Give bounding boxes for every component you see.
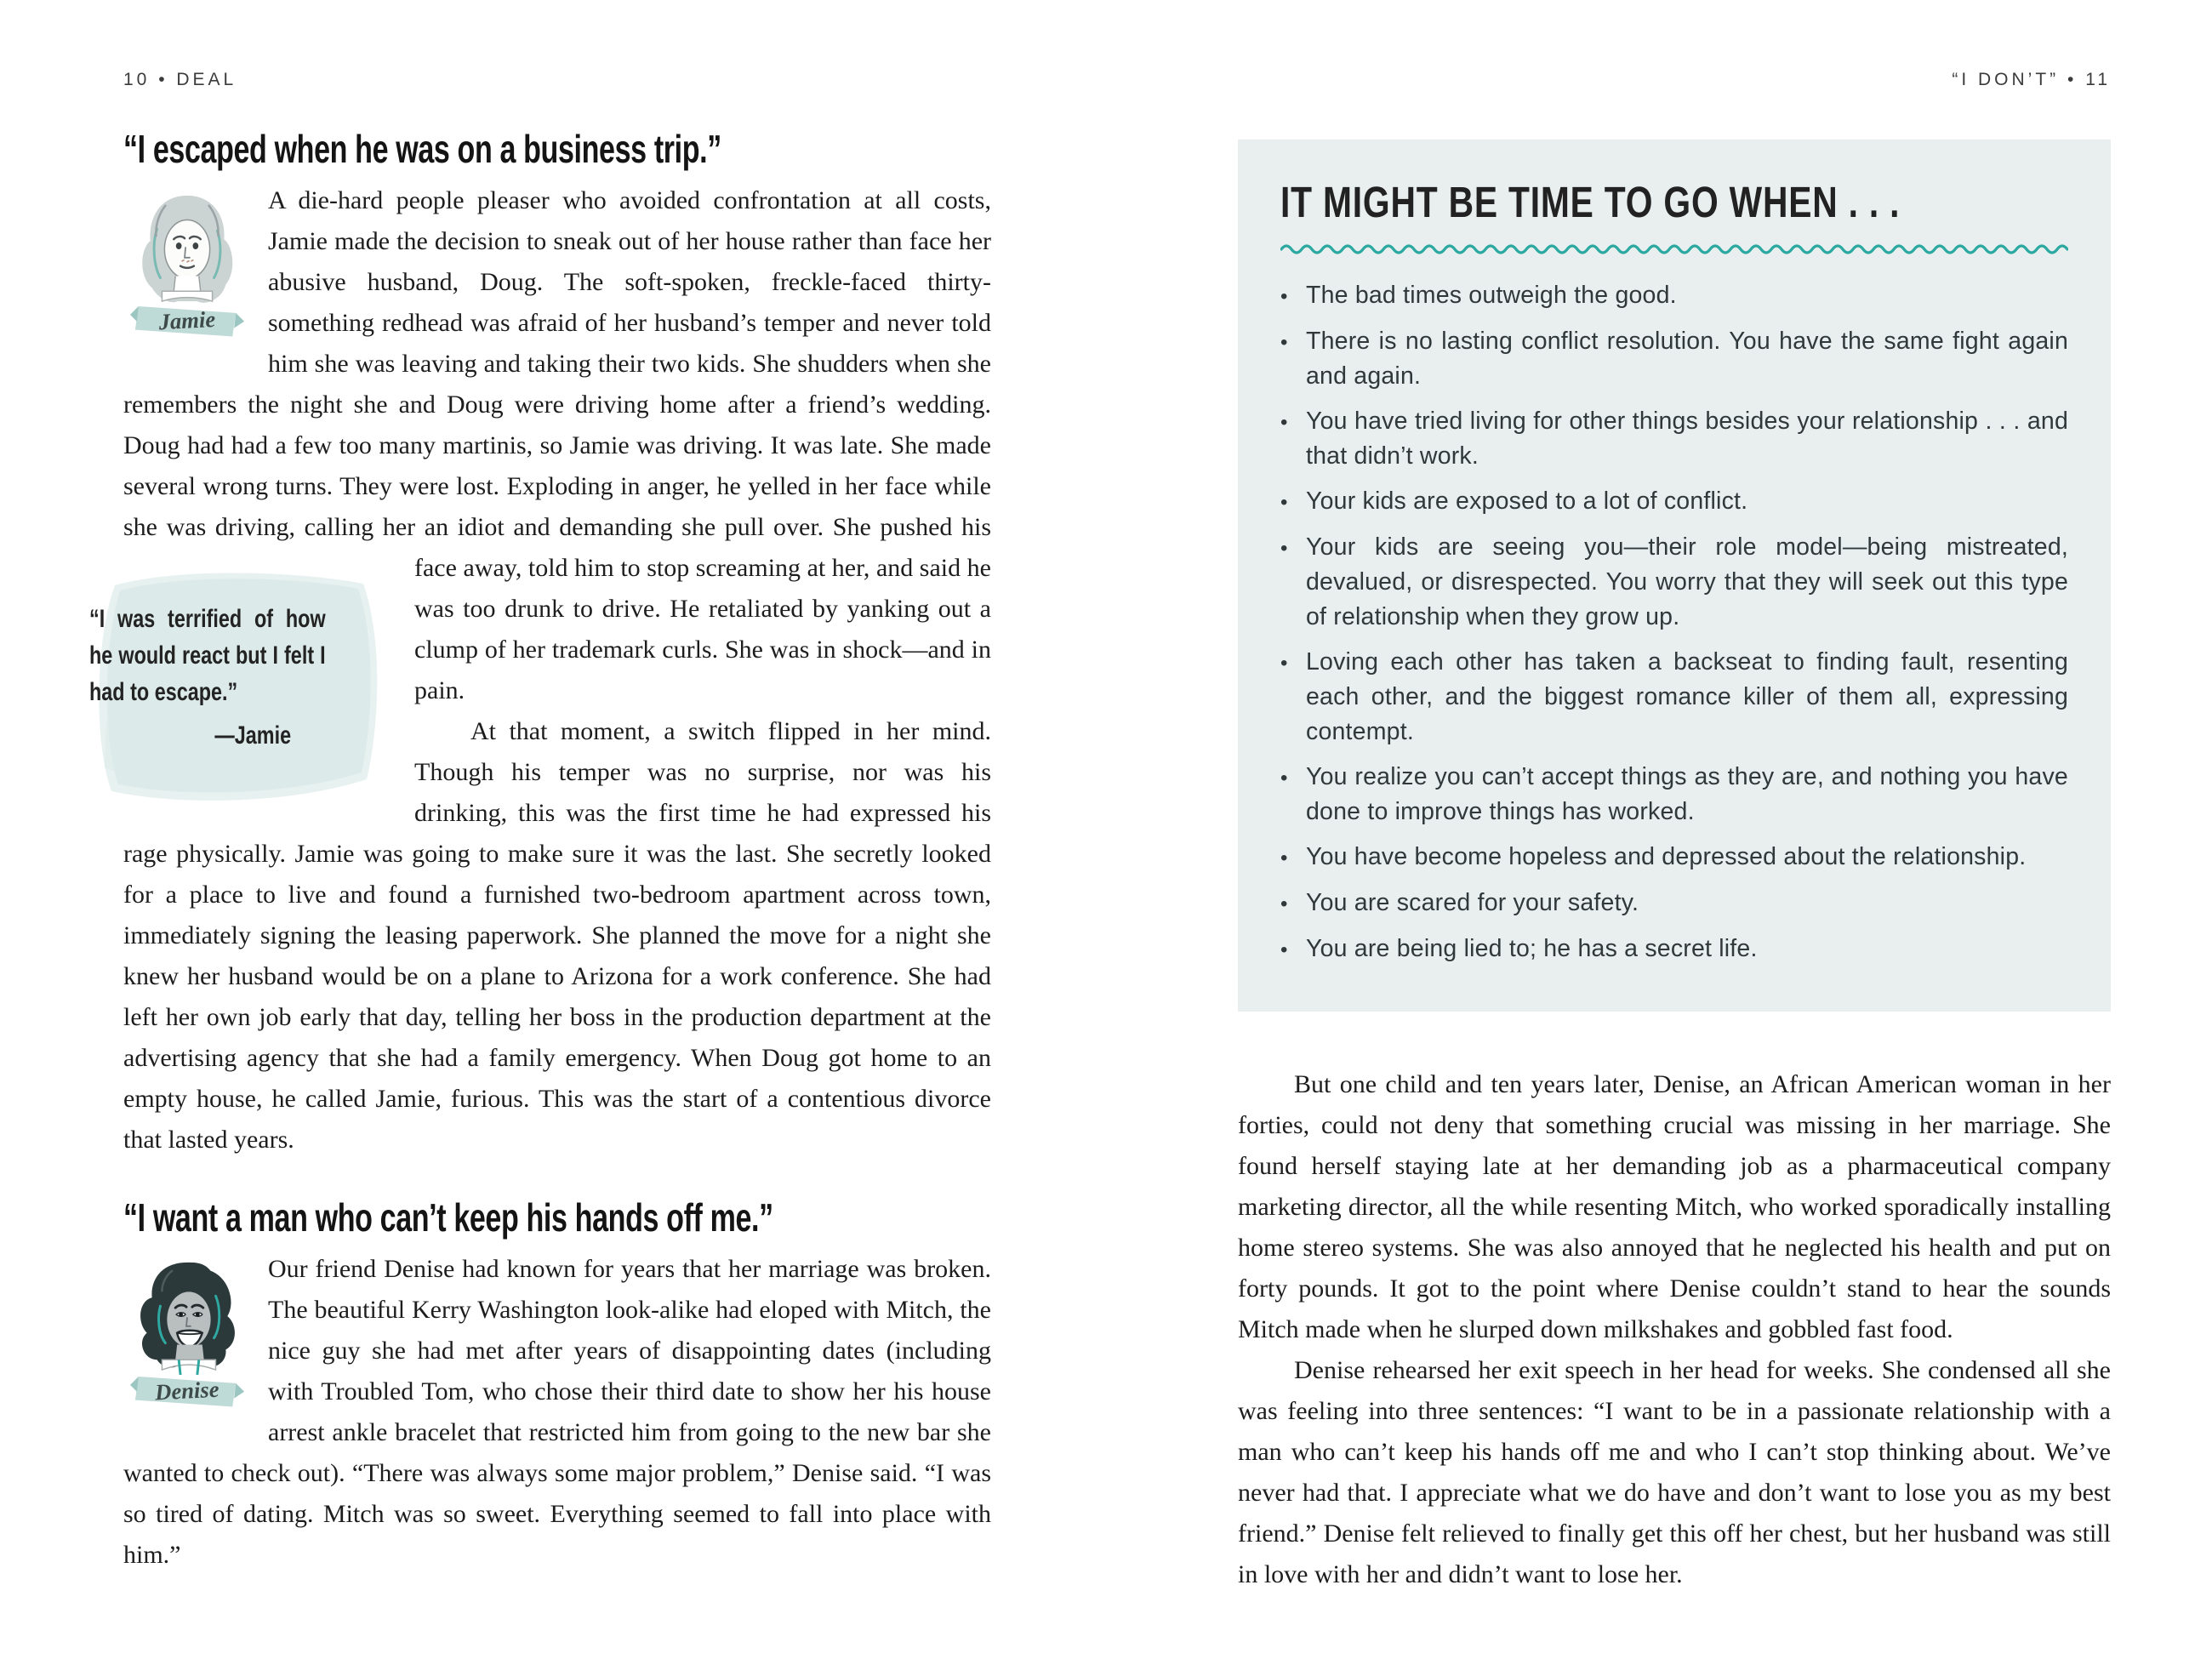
pullquote-text: “I was terrified of how he would react but I felt I had to escape.” — [89, 605, 326, 706]
denise-paragraph-text: Our friend Denise had known for years that her marriage was broken. The beautiful Kerry Washington look-alike had eloped with Mitch, the nice guy she had met after years of disappointing dates (including with Troubled Tom, who chose their third date to show her his house arrest ankle bracelet that restricted him from going to the new bar she wanted to check out). “There was always some major problem,” Denise said. “I was so tired of dating. Mitch was so sweet. Everything seemed to fall into place with him.” — [123, 1255, 991, 1569]
pullquote-block — [89, 560, 385, 815]
pullquote-attribution: —Jamie — [214, 721, 292, 750]
callout-bullet-text: You are being lied to; he has a secret life. — [1306, 935, 1758, 962]
time-to-go-callout-box — [1238, 140, 2111, 1012]
book-page-left — [89, 0, 991, 1659]
callout-bullet-item — [1280, 840, 2068, 875]
callout-bullet-text: Loving each other has taken a backseat to finding fault, resenting each other, and the biggest romance killer of them all, expressing contempt. — [1306, 648, 2068, 745]
bullet-dot-icon: • — [1280, 847, 1288, 869]
denise-avatar-illustration — [128, 1257, 246, 1410]
callout-bullet-text: Your kids are seeing you—their role model—being mistreated, devalued, or disrespected. You worry that they will seek out this type of relationship when they grow up. — [1306, 533, 2068, 630]
callout-bullet-item — [1280, 278, 2068, 314]
jamie-story-paragraph-2: At that moment, a switch flipped in her mind. Though his temper was no surprise, nor was his drinking, this was the first time he had expressed his rage physically. Jamie was going to make sure it was the last. She secretly looked for a place to live and found a furnished two-bedroom apartment across town, immediately signing the leasing paperwork. She planned the move for a night she knew her husband would be on a plane to Arizona for a work conference. She had left her own job early that day, telling her boss in the production department at the advertising agency that she had a family emergency. When Doug got home to an empty house, he called Jamie, furious. This was the start of a contentious divorce that lasted years. — [123, 717, 991, 1154]
bullet-dot-icon: • — [1280, 285, 1288, 308]
jamie-story-paragraph — [89, 180, 991, 750]
callout-bullet-text: The bad times outweigh the good. — [1306, 282, 1677, 309]
bullet-dot-icon: • — [1280, 491, 1288, 514]
bullet-dot-icon: • — [1280, 537, 1288, 560]
callout-bullet-text: There is no lasting conflict resolution. You have the same fight again and again. — [1306, 328, 2068, 390]
jamie-ribbon-name: Jamie — [157, 305, 216, 335]
callout-bullet-item — [1280, 404, 2068, 474]
bullet-dot-icon: • — [1280, 892, 1288, 915]
jamie-paragraph-part1: A die-hard people pleaser who avoided confrontation at all costs, Jamie made the decision to sneak out of her house rather than face her abusive husband, Doug. The soft-spoken, freckle-faced thirty-something redhead was afraid of her husband’s temper and never told him she was leaving and taking their two kids. She shudders when she remembers the night she and Doug were driving home after a friend’s wedding. Doug had had a few too many martinis, so Jamie was driving. It was late. She made several wrong turns. They were lost. Exploding in anger, he yelled in her face while she was driving, calling her an idiot and demanding she pull over. She — [123, 186, 991, 541]
callout-bullet-text: You realize you can’t accept things as they are, and nothing you have done to improve things has worked. — [1306, 763, 2068, 825]
running-head-left: 10 • DEAL — [123, 70, 237, 89]
running-head-right: “I DON’T” • 11 — [1952, 70, 2111, 89]
callout-bullet-item — [1280, 530, 2068, 635]
callout-bullet-item — [1280, 886, 2068, 921]
callout-bullet-item — [1280, 760, 2068, 830]
callout-title: IT MIGHT BE TIME TO GO WHEN . . . — [1280, 178, 1901, 226]
callout-bullet-item — [1280, 932, 2068, 967]
callout-bullet-text: Your kids are exposed to a lot of conflict. — [1306, 487, 1748, 515]
callout-bullet-text: You have tried living for other things besides your relationship . . . and that didn’t work. — [1306, 408, 2068, 470]
bullet-dot-icon: • — [1280, 767, 1288, 790]
section-heading-escaped: “I escaped when he was on a business trip.” — [123, 127, 721, 171]
denise-later-paragraph: But one child and ten years later, Denise, an African American woman in her forties, could not deny that something crucial was missing in her marriage. She found herself staying late at her demanding job as a pharmaceutical company marketing director, all the while resenting Mitch, who worked sporadically installing home stereo systems. She was also annoyed that he neglected his health and put on forty pounds. It got to the point where Denise couldn’t stand to hear the sounds Mitch made when he slurped down milkshakes and gobbled fast food. — [1238, 1070, 2111, 1343]
bullet-dot-icon: • — [1280, 411, 1288, 434]
callout-bullet-list — [1280, 278, 2068, 967]
wavy-divider — [1280, 241, 2068, 254]
jamie-paragraph-part2: pushed his face away, told him to stop screaming at her, and said he was too drunk to drive. He retaliated by yanking out a clump of her trademark curls. She was in shock—and in pain. — [414, 513, 991, 704]
denise-exit-speech-paragraph: Denise rehearsed her exit speech in her head for weeks. She condensed all she was feeling into three sentences: “I want to be in a passionate relationship with a man who can’t keep his hands off me and who I can’t stop thinking about. We’ve never had that. I appreciate what we do have and don’t want to lose you as my best friend.” Denise felt relieved to finally get this off her chest, but her husband was still in love with her and didn’t want to lose her. — [1238, 1356, 2111, 1588]
callout-bullet-text: You are scared for your safety. — [1306, 889, 1639, 916]
bullet-dot-icon: • — [1280, 652, 1288, 675]
callout-bullet-item — [1280, 484, 2068, 520]
denise-ribbon-name: Denise — [154, 1376, 220, 1405]
bullet-dot-icon: • — [1280, 331, 1288, 354]
book-page-right — [1238, 0, 2111, 1659]
denise-story-paragraph — [123, 1249, 991, 1576]
bullet-dot-icon: • — [1280, 938, 1288, 961]
denise-avatar — [128, 1257, 246, 1410]
jamie-avatar-illustration — [128, 189, 246, 341]
callout-bullet-item — [1280, 645, 2068, 750]
callout-bullet-item — [1280, 324, 2068, 394]
jamie-avatar — [128, 189, 246, 341]
section-heading-hands: “I want a man who can’t keep his hands off me.” — [123, 1195, 773, 1240]
callout-bullet-text: You have become hopeless and depressed about the relationship. — [1306, 843, 2027, 870]
